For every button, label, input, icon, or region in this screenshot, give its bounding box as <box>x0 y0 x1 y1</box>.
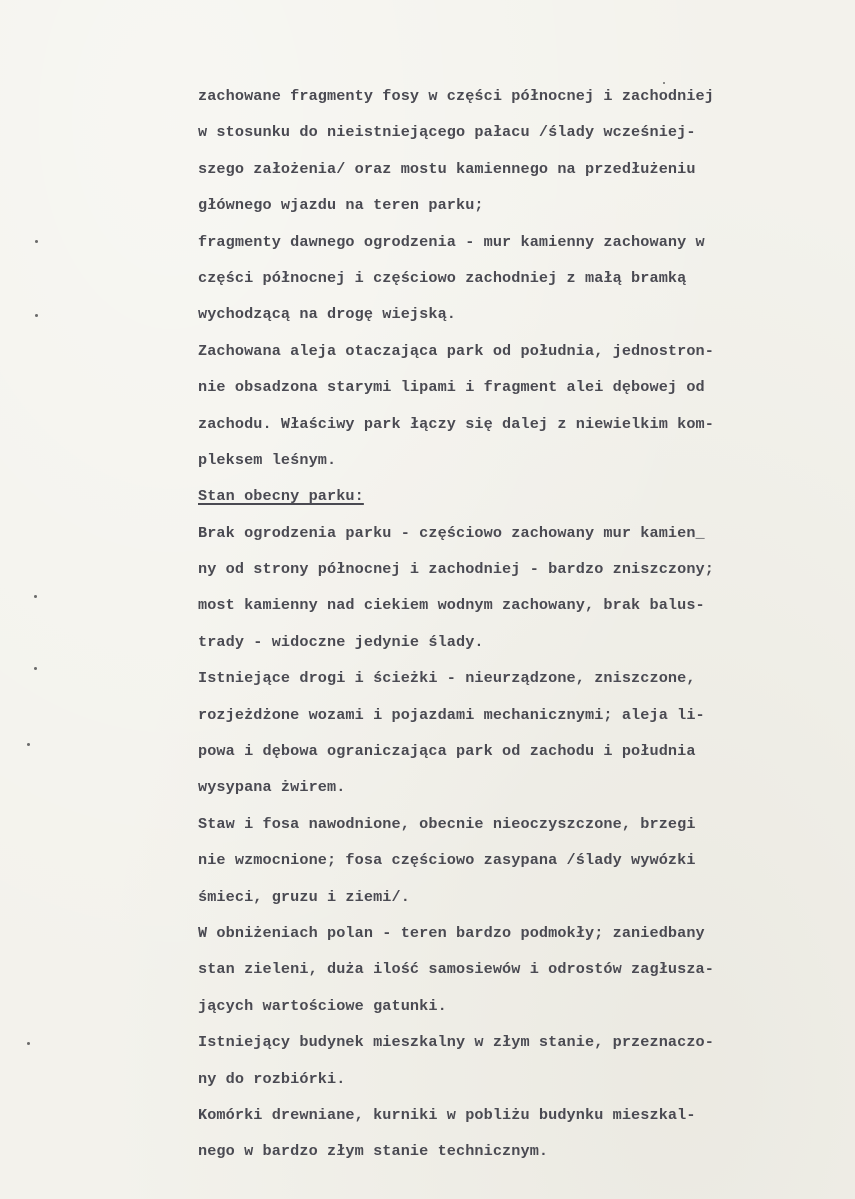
text-line: w stosunku do nieistniejącego pałacu /ślady wcześniej- <box>198 123 696 142</box>
section-heading-text: Stan obecny parku: <box>198 487 364 506</box>
text-line: zachodu. Właściwy park łączy się dalej z niewielkim kom- <box>198 414 714 433</box>
text-line: rozjeżdżone wozami i pojazdami mechanicznymi; aleja li- <box>198 705 705 724</box>
text-line: Istniejące drogi i ścieżki - nieurządzone, zniszczone, <box>198 669 696 688</box>
text-line: wysypana żwirem. <box>198 778 346 797</box>
text-line: Zachowana aleja otaczająca park od południa, jednostron- <box>198 341 714 360</box>
text-line: W obniżeniach polan - teren bardzo podmokły; zaniedbany <box>198 923 705 942</box>
text-line: powa i dębowa ograniczająca park od zachodu i południa <box>198 742 696 761</box>
section-heading <box>198 484 818 520</box>
text-line: ny od strony północnej i zachodniej - bardzo zniszczony; <box>198 560 714 579</box>
margin-dot <box>34 595 37 598</box>
margin-dot <box>27 743 30 746</box>
typed-text-body <box>198 84 818 1176</box>
text-line: nego w bardzo złym stanie technicznym. <box>198 1142 549 1161</box>
text-line: ny do rozbiórki. <box>198 1069 346 1088</box>
margin-dot <box>27 1042 30 1045</box>
text-line: jących wartościowe gatunki. <box>198 996 447 1015</box>
text-line: pleksem leśnym. <box>198 450 337 469</box>
margin-dot <box>34 667 37 670</box>
text-line: szego założenia/ oraz mostu kamiennego na przedłużeniu <box>198 159 696 178</box>
text-line: fragmenty dawnego ogrodzenia - mur kamienny zachowany w <box>198 232 705 251</box>
text-line: Istniejący budynek mieszkalny w złym stanie, przeznaczo- <box>198 1033 714 1052</box>
text-line: głównego wjazdu na teren parku; <box>198 196 484 215</box>
text-line: części północnej i częściowo zachodniej z małą bramką <box>198 268 687 287</box>
text-line: śmieci, gruzu i ziemi/. <box>198 887 410 906</box>
text-line: Brak ogrodzenia parku - częściowo zachowany mur kamien_ <box>198 523 705 542</box>
text-line: nie wzmocnione; fosa częściowo zasypana /ślady wywózki <box>198 851 696 870</box>
text-line: wychodzącą na drogę wiejską. <box>198 305 456 324</box>
margin-dot <box>35 240 38 243</box>
text-line: Komórki drewniane, kurniki w pobliżu budynku mieszkal- <box>198 1105 696 1124</box>
text-line: stan zieleni, duża ilość samosiewów i odrostów zagłusza- <box>198 960 714 979</box>
text-line: trady - widoczne jedynie ślady. <box>198 632 484 651</box>
margin-dot <box>35 314 38 317</box>
text-line: Staw i fosa nawodnione, obecnie nieoczyszczone, brzegi <box>198 814 696 833</box>
text-line: most kamienny nad ciekiem wodnym zachowany, brak balus- <box>198 596 705 615</box>
text-line: nie obsadzona starymi lipami i fragment alei dębowej od <box>198 378 705 397</box>
text-line: zachowane fragmenty fosy w części północnej i zachodniej <box>198 87 714 105</box>
